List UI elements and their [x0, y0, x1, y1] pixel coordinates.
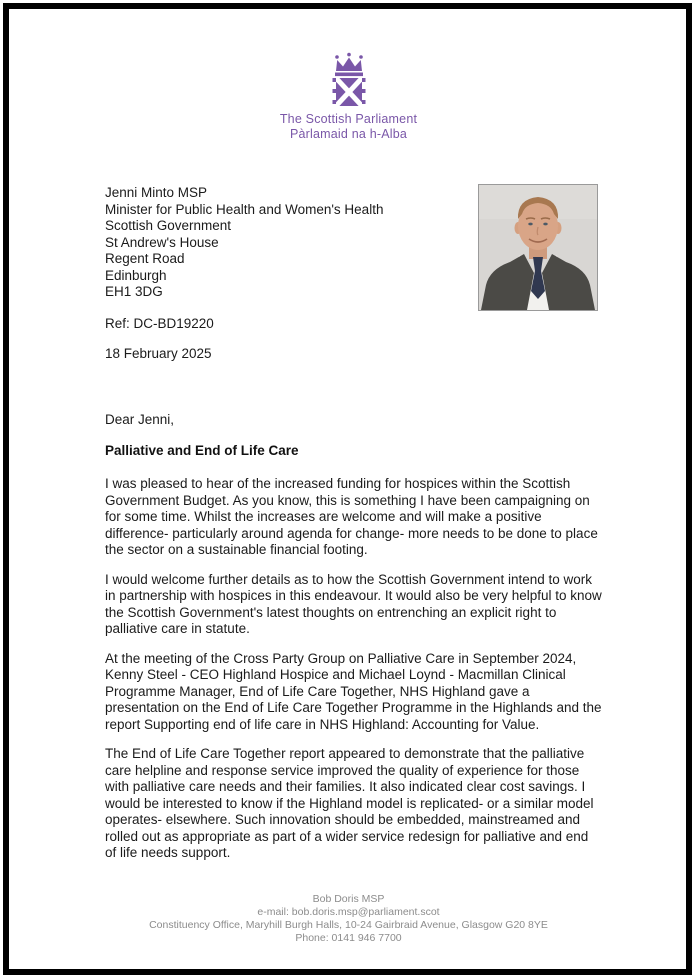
recipient-line: Edinburgh: [105, 267, 167, 283]
recipient-line: Jenni Minto MSP: [105, 185, 208, 200]
portrait-photo: [478, 184, 598, 311]
recipient-line: Regent Road: [105, 251, 185, 266]
letter-paragraph: At the meeting of the Cross Party Group on Palliative Care in September 2024, Kenny Steel - CEO Highland Hospice and Michael Loynd - Macmillan Clinical Programme Manager, End of Life Care Together, NHS Highland gave a presentation on the End of Life Care Together Programme in the Highlands and the report Supporting end of life care in NHS Highland: Accounting for Value.: [105, 650, 602, 732]
salutation: Dear Jenni,: [105, 412, 175, 427]
logo-title: The Scottish Parliament: [279, 112, 418, 126]
letter-date: 18 February 2025: [105, 346, 212, 361]
footer-phone: Phone: 0141 946 7700: [295, 932, 402, 944]
logo-subtitle: Pàrlamaid na h-Alba: [289, 127, 408, 141]
recipient-line: Scottish Government: [105, 218, 232, 233]
recipient-address: [105, 185, 383, 301]
subject-line: Palliative and End of Life Care: [105, 443, 299, 458]
letter-paragraph: I would welcome further details as to how the Scottish Government intend to work in partnership with hospices in this endeavour. It would also be very helpful to know the Scottish Government's latest thoughts on entrenching an explicit right to palliative care in statute.: [105, 571, 602, 636]
letter-paragraph: The End of Life Care Together report appeared to demonstrate that the palliative care helpline and response service improved the quality of experience for those with palliative care needs and their families. It also indicated clear cost savings. I would be interested to know if the Highland model is replicated- or a similar model operates- elsewhere. Such innovation should be embedded, mainstreamed and rolled out as appropriate as part of a wider service redesign for palliative and end of life needs support.: [105, 746, 594, 860]
letter-footer: [0, 893, 697, 945]
footer-email: e-mail: bob.doris.msp@parliament.scot: [257, 906, 440, 918]
recipient-line: St Andrew's House: [105, 234, 219, 250]
scottish-parliament-logo: [0, 52, 697, 142]
letter-paragraph: I was pleased to hear of the increased funding for hospices within the Scottish Government Budget. As you know, this is something I have been campaigning on for some time. Whilst the increases are welcome and will make a positive difference- particularly around agenda for change- more needs to be done to place the sector on a sustainable financial footing.: [105, 476, 598, 557]
scottish-parliament-crest-icon: [329, 52, 369, 108]
letter-body: [105, 476, 602, 875]
recipient-line: EH1 3DG: [105, 284, 163, 299]
recipient-line: Minister for Public Health and Women's Health: [105, 201, 384, 217]
reference-number: Ref: DC-BD19220: [105, 316, 214, 331]
footer-address: Constituency Office, Maryhill Burgh Halls, 10-24 Gairbraid Avenue, Glasgow G20 8YE: [149, 919, 548, 931]
footer-sender-name: Bob Doris MSP: [312, 893, 385, 905]
